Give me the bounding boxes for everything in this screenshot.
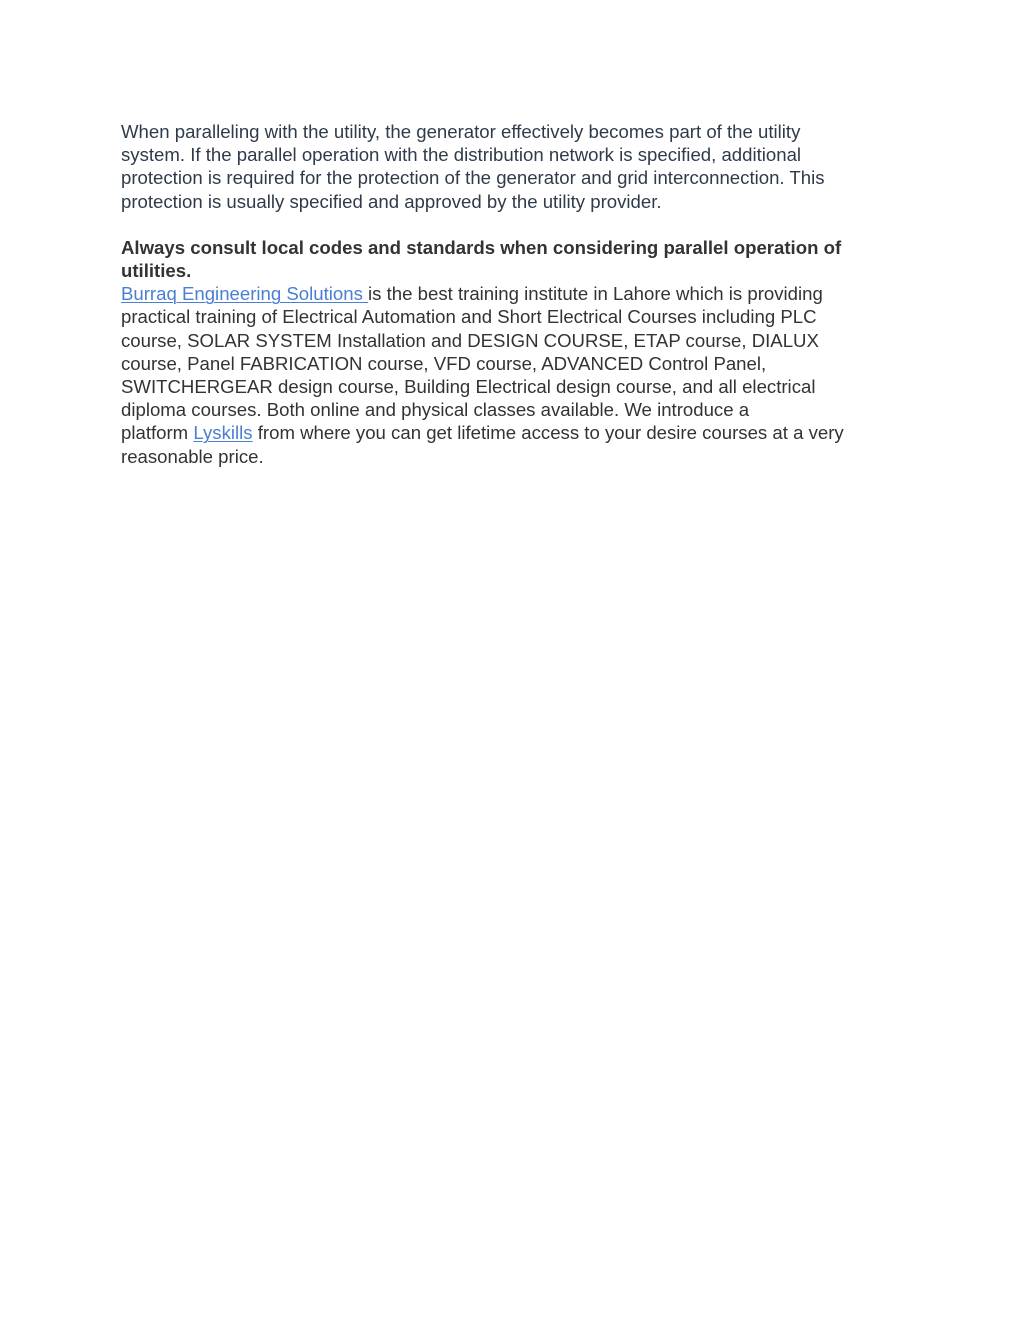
text-fragment: is the best training institute in Lahore which is providing: [368, 283, 823, 305]
document-content: [121, 120, 911, 468]
burraq-engineering-link[interactable]: Burraq Engineering Solutions: [121, 283, 369, 305]
bold-notice-heading: [121, 236, 911, 282]
text-line: course, SOLAR SYSTEM Installation and DESIGN COURSE, ETAP course, DIALUX: [121, 329, 819, 351]
lyskills-link[interactable]: Lyskills: [193, 422, 253, 444]
paragraph-parallel-operation: [121, 120, 911, 213]
text-line: protection is usually specified and approved by the utility provider.: [121, 190, 662, 212]
heading-line: Always consult local codes and standards when considering parallel operation of: [121, 236, 842, 258]
text-line: course, Panel FABRICATION course, VFD course, ADVANCED Control Panel,: [121, 352, 767, 374]
text-line: SWITCHERGEAR design course, Building Electrical design course, and all electrical: [121, 376, 816, 398]
text-line: practical training of Electrical Automation and Short Electrical Courses including PLC: [121, 306, 817, 328]
text-line: diploma courses. Both online and physical classes available. We introduce a: [121, 399, 750, 421]
text-line: protection is required for the protection of the generator and grid interconnection. This: [121, 167, 825, 189]
text-fragment: platform: [121, 422, 194, 444]
paragraph-spacer: [121, 213, 911, 236]
heading-line: utilities.: [121, 260, 192, 282]
text-line: system. If the parallel operation with the distribution network is specified, additional: [121, 144, 802, 166]
text-line: [121, 421, 911, 444]
text-line: [121, 282, 911, 305]
text-line: When paralleling with the utility, the generator effectively becomes part of the utility: [121, 121, 801, 142]
text-line: reasonable price.: [121, 445, 264, 467]
paragraph-training-institute: [121, 282, 911, 468]
text-fragment: from where you can get lifetime access to your desire courses at a very: [252, 422, 844, 444]
